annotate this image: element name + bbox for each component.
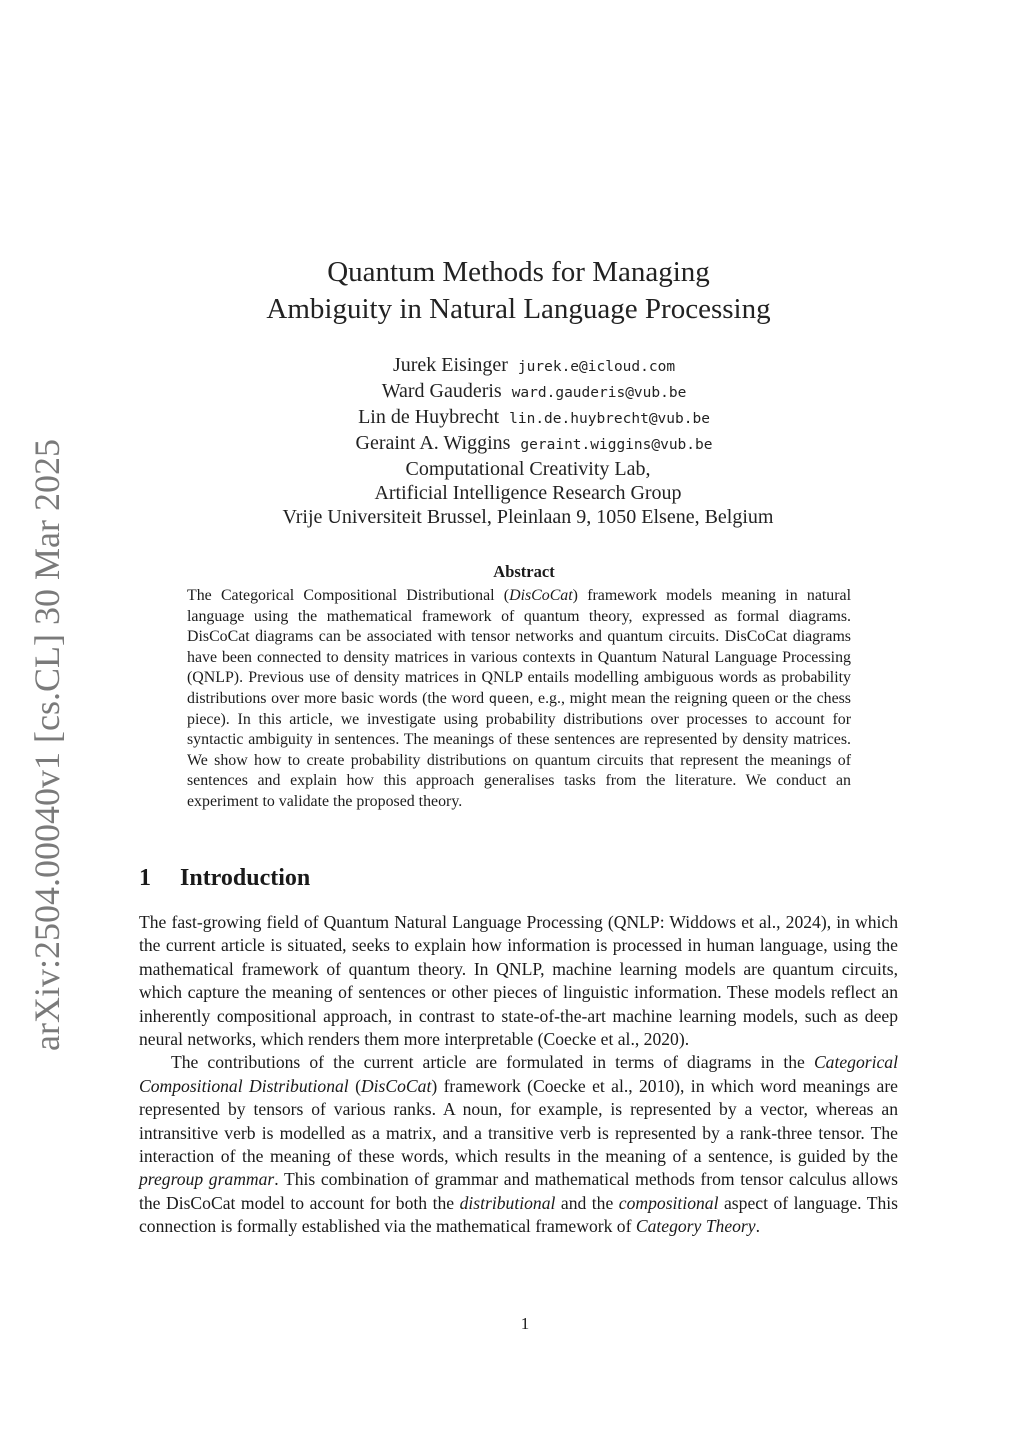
text-segment: and the — [555, 1192, 619, 1213]
author-entry — [44, 431, 1024, 457]
title-line-1: Quantum Methods for Managing — [327, 256, 710, 288]
emphasis-term: pregroup grammar — [139, 1169, 275, 1190]
section-title: Introduction — [180, 865, 311, 891]
author-entry — [44, 353, 1024, 379]
section-heading — [139, 865, 310, 892]
author-entry — [44, 379, 1024, 405]
emphasis-term: Category Theory — [635, 1216, 756, 1237]
author-email: jurek.e@icloud.com — [517, 359, 676, 375]
paragraph-2 — [139, 1051, 898, 1238]
author-name: Lin de Huybrecht — [358, 406, 500, 428]
author-email: geraint.wiggins@vub.be — [520, 437, 713, 453]
affiliation-line-1: Computational Creativity Lab, — [405, 458, 651, 480]
author-name: Jurek Eisinger — [392, 354, 508, 376]
text-segment: The contributions of the current article are formulated in terms of diagrams in the — [171, 1052, 814, 1073]
emphasis-term: distributional — [459, 1192, 556, 1213]
section-number: 1 — [139, 865, 151, 891]
author-email: ward.gauderis@vub.be — [511, 385, 687, 401]
affiliation-line-3: Vrije Universiteit Brussel, Pleinlaan 9, 1050 Elsene, Belgium — [282, 506, 774, 528]
emphasis-term: Categorical Compositional Distributional — [139, 1052, 898, 1096]
abstract-segment: ) framework models meaning in natural language using the mathematical framework of quantum theory, expressed as formal diagrams. DisCoCat diagrams can be associated with tensor networks and quantum circuits. DisCoCat diagrams have been connected to density matrices in various contexts in Quantum Natural Language Processing (QNLP). Previous use of density matrices in QNLP entails modelling ambiguous words as probability distributions over more basic words (the word — [187, 587, 852, 707]
author-block — [0, 353, 1024, 529]
abstract-segment: The Categorical Compositional Distributional ( — [187, 587, 510, 604]
discocat-term: DisCoCat — [509, 587, 573, 604]
title-line-2: Ambiguity in Natural Language Processing — [266, 293, 771, 325]
emphasis-term: DisCoCat — [360, 1075, 432, 1096]
arxiv-identifier-stamp: arXiv:2504.00040v1 [cs.CL] 30 Mar 2025 — [27, 439, 67, 1051]
text-segment: . This combination of grammar and mathematical methods from tensor calculus allows the DisCoCat model to account for both the — [139, 1169, 899, 1213]
abstract-heading: Abstract — [493, 562, 555, 581]
abstract-text — [187, 586, 851, 813]
paper-title — [0, 254, 1024, 328]
affiliation-line-2: Artificial Intelligence Research Group — [374, 482, 682, 504]
author-name: Geraint A. Wiggins — [355, 432, 511, 454]
author-entry — [44, 405, 1024, 431]
text-segment: ( — [348, 1075, 361, 1096]
author-email: lin.de.huybrecht@vub.be — [509, 411, 710, 427]
text-segment: aspect of language. This connection is formally established via the mathematical framework of — [139, 1192, 898, 1237]
page-number: 1 — [520, 1314, 530, 1333]
text-segment: . — [755, 1216, 760, 1237]
paragraph-1: The fast-growing field of Quantum Natural Language Processing (QNLP: Widdows et al., 2024), in which the current article is situated, seeks to explain how information is processed in human language, using the mathematical framework of quantum theory. In QNLP, machine learning models are quantum circuits, which capture the meaning of sentences or other pieces of linguistic information. These models reflect an inherently compositional approach, in contrast to state-of-the-art machine learning models, such as deep neural networks, which renders them more interpretable (Coecke et al., 2020). — [139, 912, 898, 1050]
author-name: Ward Gauderis — [381, 380, 502, 402]
introduction-body — [139, 911, 898, 1239]
emphasis-term: compositional — [618, 1192, 719, 1213]
text-segment: ) framework (Coecke et al., 2010), in which word meanings are represented by tensors of various ranks. A noun, for example, is represented by a vector, whereas an intransitive verb is modelled as a matrix, and a transitive verb is represented by a rank-three tensor. The interaction of the meaning of these words, which results in the meaning of a sentence, is guided by the — [139, 1075, 898, 1167]
abstract-segment: , e.g., might mean the reigning queen or the chess piece). In this article, we investigate using probability distributions over processes to account for syntactic ambiguity in sentences. The meanings of these sentences are represented by density matrices. We show how to create probability distributions on quantum circuits that represent the meanings of sentences and explain how this approach generalises tasks from the literature. We conduct an experiment to validate the proposed theory. — [187, 689, 851, 810]
queen-code-term: queen — [488, 690, 530, 707]
